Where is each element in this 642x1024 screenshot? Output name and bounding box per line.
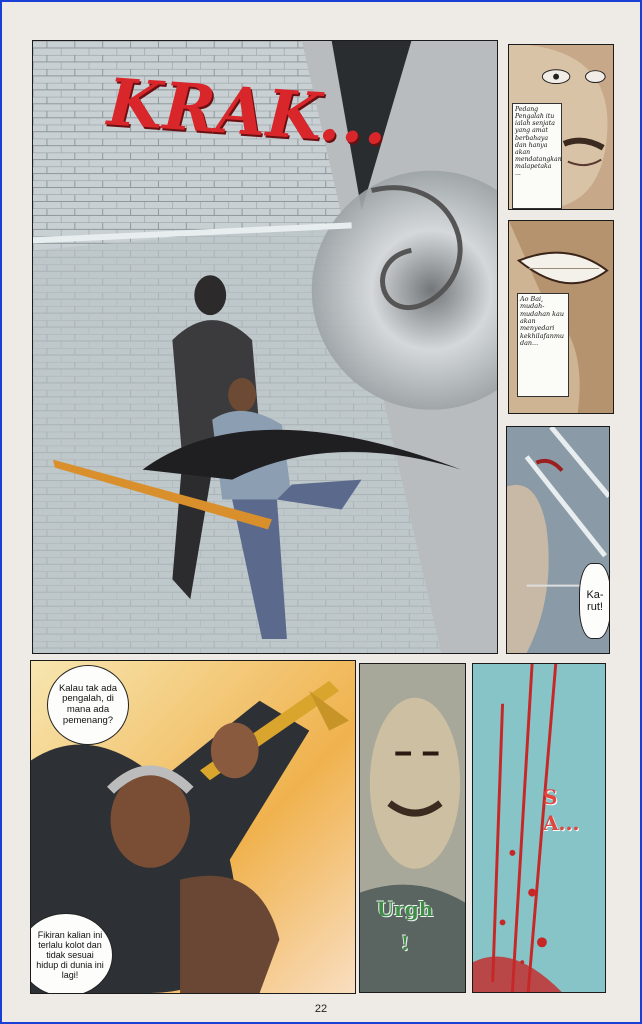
panel-karut [506,426,610,654]
bubble-hero-bottom: Fikiran kalian ini terlalu kolot dan tidak sesuai hidup di dunia ini lagi! [30,913,113,994]
urgh-sound-effect: Urgh ! [376,897,434,955]
caption-face-top: Pedang Pengalah itu ialah senjata yang amat berbahaya dan hanya akan mendatangkan malapetaka ... [512,103,562,209]
panel-krak [32,40,498,654]
panel-mouth [508,220,614,414]
panel-hero [30,660,356,994]
caption-mouth: Ao Bai, mudah-mudahan kau akan menyedari kekhilafanmu dan... [517,293,569,397]
bubble-karut: Ka-rut! [579,563,610,639]
panel-sa [472,663,606,993]
sa-sound-effect: SA... [543,785,580,835]
panel-urgh [359,663,466,993]
panel-sa-art [473,664,605,992]
krak-sound-effect: KRAK... [97,65,401,160]
bubble-hero-top: Kalau tak ada pengalah, di mana ada pemenang? [47,665,129,745]
page-number: 22 [314,1003,328,1015]
panel-face-top [508,44,614,210]
